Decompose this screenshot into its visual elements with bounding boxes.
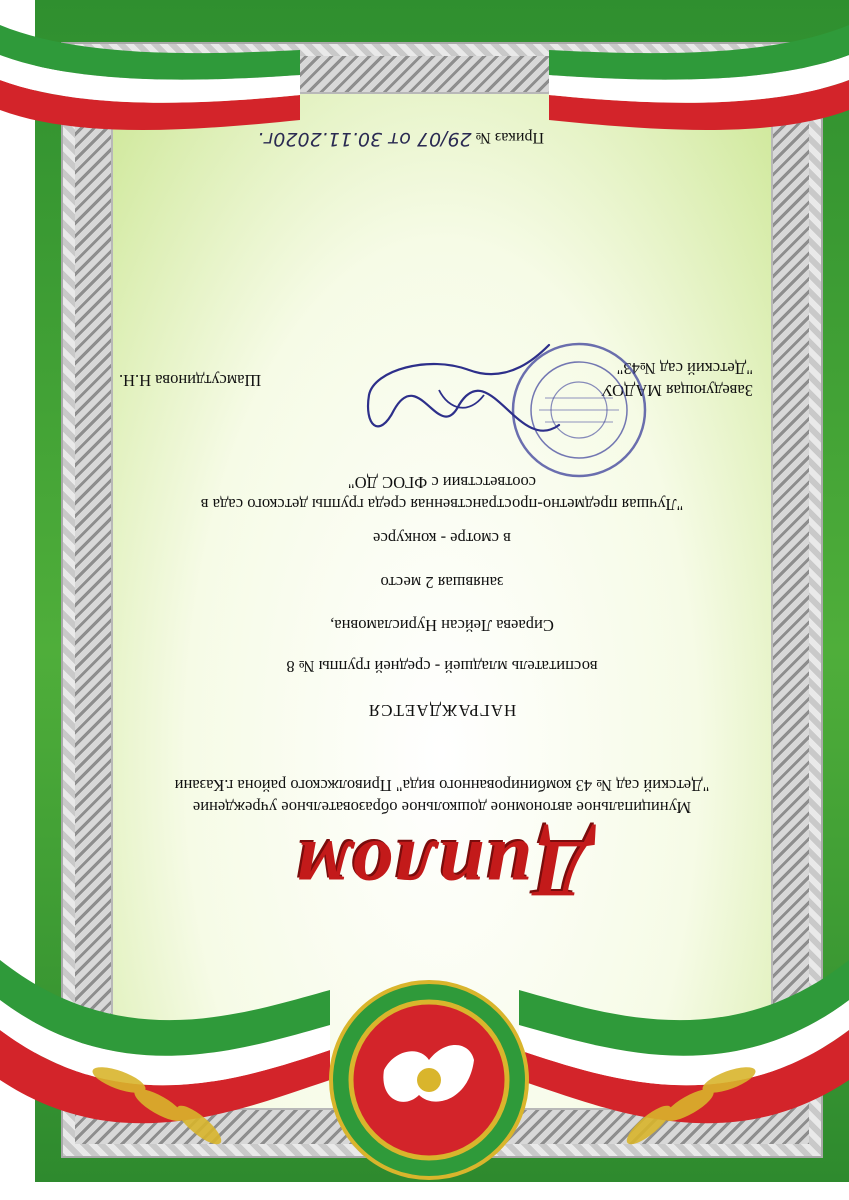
signatory-title-line-1: Заведующая МАДОУ [601,381,753,400]
order-label: Приказ № [475,129,544,146]
recipient-position: воспитатель младшей - средней группы № 8 [286,657,598,676]
signatory-name: Шамсутдинова Н.Н. [119,371,262,390]
signatory-title-line-2: "Детский сад №43" [616,359,753,378]
awarded-heading: НАГРАЖДАЕТСЯ [367,701,517,720]
organization-line-1: Муниципальное автономное дошкольное образовательное учреждение [192,798,692,817]
place-text: занявшая 2 место [380,573,504,592]
diploma-title: Диплом [294,824,590,915]
recipient-name: Сираева Лейсан Нурисламовна, [330,616,554,635]
organization-line-2: "Детский сад № 43 комбинированного вида" Приволжского района г.Казани [174,776,710,795]
order-reference [214,128,544,150]
contest-intro: в смотре - конкурсе [373,529,511,548]
order-number-handwritten: 29/07 от 30.11.2020г. [257,128,472,150]
contest-name-line-2: соответствии с ФГОС ДО" [347,473,537,492]
tatarstan-emblem [329,980,529,1180]
contest-name-line-1: "Лучшая предметно-пространственная среда группы детского сада в [200,495,684,514]
handwritten-signature [349,335,579,465]
